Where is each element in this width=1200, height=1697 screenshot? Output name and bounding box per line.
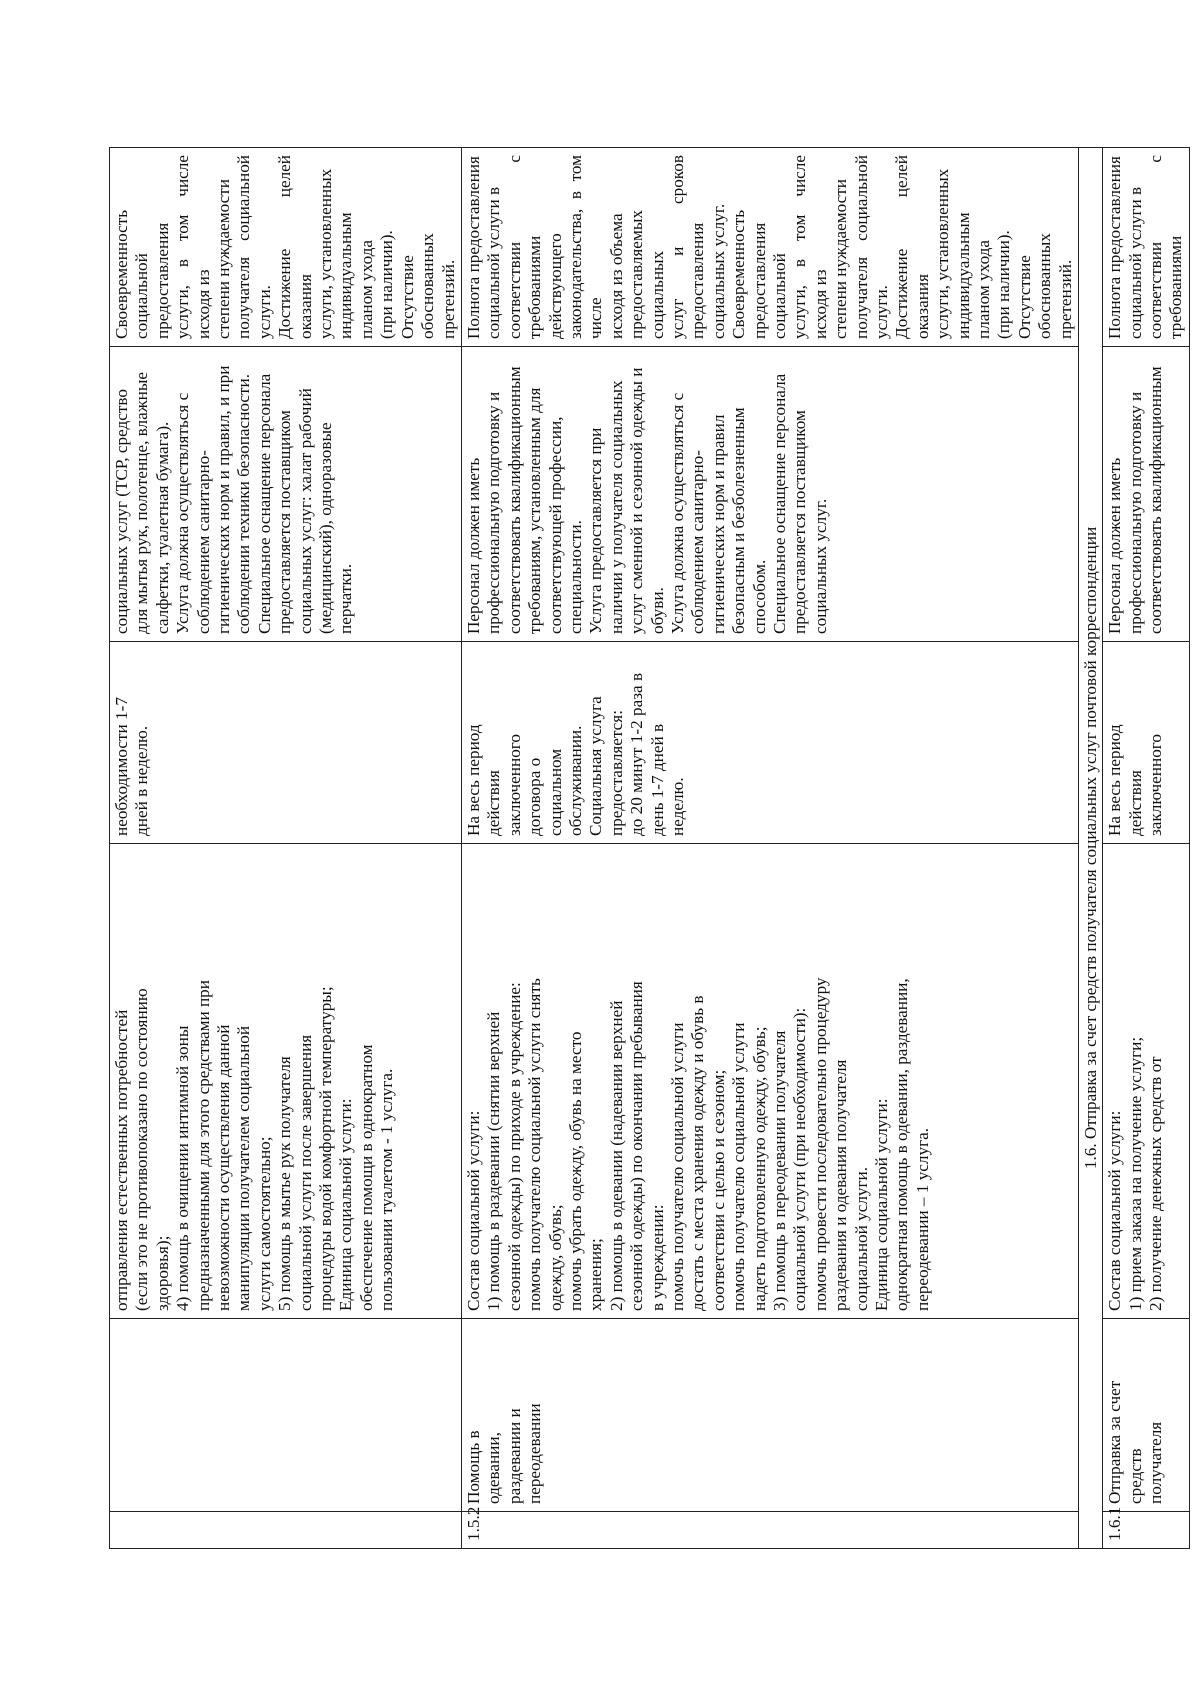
cell-line: получателя bbox=[1145, 1421, 1165, 1504]
cell-line: (при наличии). bbox=[994, 230, 1014, 339]
cell-line: помочь получателю социальной услуги снять bbox=[525, 978, 545, 1311]
cell-line: предназначенными для этого средствами при bbox=[193, 980, 213, 1311]
cell-line: социальных услуг: халат рабочий bbox=[295, 388, 315, 634]
cell-line: социальной услуги в bbox=[1125, 186, 1145, 339]
cell-line: профессиональную подготовку и bbox=[484, 391, 504, 634]
cell-line: На весь период bbox=[1105, 724, 1125, 836]
cell-line: до 20 минут 1-2 раза в bbox=[627, 672, 647, 836]
cell-line: Достижение целей оказания bbox=[275, 155, 315, 339]
cell-line: социальном bbox=[545, 748, 565, 836]
cell-line: получателя социальной услуги. bbox=[234, 155, 274, 339]
cell-line: законодательства, в том числе bbox=[565, 155, 606, 339]
cell-line: специальности. bbox=[565, 520, 585, 634]
cell-line: сезонной одежды) по приходе в учреждение: bbox=[504, 982, 524, 1311]
cell-line: требованиям, установленным для bbox=[525, 387, 545, 634]
cell-line: действия bbox=[484, 770, 504, 836]
cell-line: заключенного bbox=[1145, 733, 1165, 836]
cell-line: предоставления социальной bbox=[749, 222, 789, 339]
cell-line: помочь получателю социальной услуги bbox=[729, 1022, 749, 1311]
cell-line: однократная помощь в одевании, раздевании, bbox=[892, 978, 912, 1311]
cell-line: социальной услуги. bbox=[851, 1166, 871, 1311]
cell-line: необходимости 1-7 bbox=[112, 697, 131, 836]
cell-line: 1) прием заказа на получение услуги; bbox=[1125, 1036, 1145, 1311]
cell-service-name bbox=[461, 1319, 1078, 1512]
cell-number: 1.6.1 bbox=[1103, 1512, 1190, 1549]
cell-number: 1.5.2 bbox=[461, 1512, 1078, 1549]
cell-line: Состав социальной услуги: bbox=[463, 1110, 483, 1311]
cell-line: салфетки, туалетная бумага). bbox=[152, 421, 172, 634]
table-row-continuation bbox=[110, 148, 462, 1549]
cell-line: Единица социальной услуги: bbox=[336, 1098, 356, 1311]
cell-line: соответствии с целью и сезоном; bbox=[708, 1069, 728, 1311]
cell-conditions bbox=[110, 347, 462, 642]
cell-line: сезонной одежды) по окончании пребывания bbox=[627, 981, 647, 1311]
table-row-1-6-1 bbox=[1103, 148, 1190, 1549]
cell-line: индивидуальным планом ухода bbox=[953, 212, 994, 339]
cell-line: Отправка за счет bbox=[1105, 1380, 1125, 1504]
cell-line: одежду, обувь; bbox=[545, 1204, 565, 1311]
cell-line: обеспечение помощи в однократном bbox=[356, 1044, 376, 1311]
cell-period bbox=[461, 642, 1078, 844]
cell-line: 4) помощь в очищении интимной зоны bbox=[173, 1025, 193, 1311]
cell-line: социальных услуг. bbox=[708, 203, 728, 339]
cell-line: получателя социальной услуги. bbox=[851, 155, 892, 339]
cell-line: (при наличии). bbox=[377, 230, 397, 339]
cell-line: процедуры водой комфортной температуры; bbox=[316, 986, 336, 1311]
cell-line: Отсутствие обоснованных bbox=[1014, 233, 1055, 339]
cell-line: предоставляется поставщиком bbox=[790, 410, 810, 634]
cell-composition bbox=[461, 844, 1078, 1319]
cell-line: индивидуальным планом ухода bbox=[336, 212, 376, 339]
cell-line: заключенного bbox=[504, 733, 524, 836]
cell-line: обуви. bbox=[647, 587, 667, 634]
cell-line: средств bbox=[1125, 1448, 1145, 1504]
cell-line: Персонал должен иметь bbox=[463, 457, 483, 634]
cell-line: Услуга предоставляется при bbox=[586, 427, 606, 634]
section-heading-row bbox=[1079, 148, 1103, 1549]
cell-line: Своевременность bbox=[729, 209, 749, 339]
cell-line: пользовании туалетом - 1 услуга. bbox=[377, 1068, 397, 1311]
cell-line: хранения; bbox=[586, 1238, 606, 1311]
cell-line: предоставляемых социальных bbox=[627, 210, 667, 339]
cell-line: соответствующей профессии, bbox=[545, 416, 565, 634]
cell-line: исходя из объема bbox=[606, 213, 626, 339]
cell-line: услуги, в том числе исходя из bbox=[173, 155, 213, 339]
cell-line: Персонал должен иметь bbox=[1105, 457, 1125, 634]
cell-line: степени нуждаемости bbox=[214, 179, 234, 339]
cell-line: отправления естественных потребностей bbox=[112, 1009, 131, 1311]
cell-line: На весь период bbox=[463, 724, 483, 836]
cell-line: переодевании bbox=[525, 1403, 545, 1504]
cell-quality bbox=[461, 148, 1078, 347]
cell-line: способом. bbox=[749, 559, 769, 634]
cell-conditions bbox=[1103, 347, 1190, 642]
cell-line: перчатки. bbox=[336, 563, 356, 634]
cell-line: наличии у получателя социальных bbox=[606, 380, 626, 634]
cell-line: обслуживании. bbox=[565, 725, 585, 836]
cell-line: соответствии с требованиями bbox=[1145, 155, 1186, 339]
cell-line: социальных услуг (ТСР, средство bbox=[112, 389, 131, 634]
cell-line: достать с места хранения одежду и обувь в bbox=[688, 995, 708, 1311]
cell-line: предоставляется поставщиком bbox=[275, 410, 295, 634]
cell-line: неделю. bbox=[667, 777, 687, 836]
cell-line: предоставляется: bbox=[606, 710, 626, 836]
cell-line: соответствовать квалификационным bbox=[1145, 366, 1165, 634]
cell-line: услуг сменной и сезонной одежды и bbox=[627, 367, 647, 634]
services-table bbox=[109, 147, 1190, 1549]
cell-service-name bbox=[110, 1319, 462, 1512]
cell-period bbox=[1103, 642, 1190, 844]
cell-line: социальной услуги после завершения bbox=[295, 1034, 315, 1311]
cell-composition bbox=[110, 844, 462, 1319]
cell-line: Полнота предоставления bbox=[1105, 156, 1125, 339]
cell-line: гигиенических норм и правил, и при bbox=[214, 365, 234, 634]
cell-line: 2) получение денежных средств от bbox=[1145, 1056, 1165, 1311]
cell-line: здоровья); bbox=[152, 1235, 172, 1311]
cell-line: Достижение целей оказания bbox=[892, 155, 932, 339]
cell-line: день 1-7 дней в bbox=[647, 723, 667, 836]
cell-line: соблюдением санитарно- bbox=[193, 450, 213, 634]
section-heading: 1.6. Отправка за счет средств получателя социальных услуг почтовой корреспонденции bbox=[1079, 148, 1103, 1549]
cell-line: претензий. bbox=[438, 259, 458, 339]
cell-line: соблюдении техники безопасности. bbox=[234, 373, 254, 634]
cell-line: Единица социальной услуги: bbox=[872, 1098, 892, 1311]
cell-line: действия bbox=[1125, 770, 1145, 836]
cell-line: для мытья рук, полотенце, влажные bbox=[132, 371, 152, 634]
cell-line: надеть подготовленную одежду, обувь; bbox=[749, 1026, 769, 1311]
cell-line: действующего bbox=[545, 233, 565, 339]
cell-line: 3) помощь в переодевании получателя bbox=[770, 1030, 789, 1311]
cell-line: помочь убрать одежду, обувь на место bbox=[565, 1031, 585, 1311]
cell-line: Отсутствие обоснованных bbox=[397, 233, 438, 339]
cell-line: социальной услуги в bbox=[484, 186, 504, 339]
cell-conditions bbox=[461, 347, 1078, 642]
cell-composition bbox=[1103, 844, 1190, 1319]
cell-line: услуги, в том числе исходя из bbox=[790, 155, 830, 339]
cell-line: Помощь в bbox=[463, 1430, 483, 1504]
cell-line: манипуляции получателем социальной bbox=[234, 1025, 254, 1311]
cell-line: помочь получателю социальной услуги bbox=[667, 1022, 687, 1311]
cell-line: 1) помощь в раздевании (снятии верхней bbox=[484, 1011, 504, 1311]
cell-line: дней в неделю. bbox=[132, 725, 152, 836]
cell-line: помочь провести последовательно процедуру bbox=[810, 977, 830, 1311]
cell-line: услуг и сроков предоставления bbox=[667, 155, 708, 339]
cell-line: Услуга должна осуществляться с bbox=[667, 392, 687, 634]
cell-line: социальных услуг. bbox=[810, 498, 830, 634]
cell-line: социальной услуги (при необходимости): bbox=[790, 1007, 810, 1311]
cell-line: 5) помощь в мытье рук получателя bbox=[275, 1056, 295, 1311]
cell-line: Специальное оснащение персонала bbox=[254, 373, 274, 634]
cell-line: претензий. bbox=[1055, 259, 1075, 339]
cell-line: Полнота предоставления bbox=[463, 156, 483, 339]
cell-line: невозможности осуществления данной bbox=[214, 1024, 234, 1311]
cell-line: переодевании – 1 услуга. bbox=[912, 1127, 932, 1311]
cell-number bbox=[110, 1512, 462, 1549]
cell-line: профессиональную подготовку и bbox=[1125, 391, 1145, 634]
cell-service-name bbox=[1103, 1319, 1190, 1512]
cell-line: соответствовать квалификационным bbox=[504, 366, 524, 634]
cell-line: договора о bbox=[525, 757, 545, 836]
cell-line: Своевременность социальной bbox=[112, 209, 152, 339]
cell-line: раздевании и bbox=[504, 1408, 524, 1504]
cell-line: одевании, bbox=[484, 1432, 504, 1504]
cell-line: Социальная услуга bbox=[586, 696, 606, 836]
cell-line: раздевания и одевания получателя bbox=[831, 1059, 851, 1311]
cell-line: соблюдением санитарно- bbox=[688, 450, 708, 634]
cell-line: Специальное оснащение персонала bbox=[770, 373, 789, 634]
cell-line: 2) помощь в одевании (надевании верхней bbox=[606, 1000, 626, 1311]
cell-line: предоставления bbox=[152, 222, 172, 339]
cell-line: гигиенических норм и правил bbox=[708, 414, 728, 634]
cell-line: (медицинский), одноразовые bbox=[316, 422, 336, 634]
cell-line: степени нуждаемости bbox=[831, 179, 851, 339]
cell-line: безопасным и безболезненным bbox=[729, 407, 749, 634]
cell-line: соответствии с требованиями bbox=[504, 155, 545, 339]
cell-line: Состав социальной услуги: bbox=[1105, 1110, 1125, 1311]
cell-period bbox=[110, 642, 462, 844]
cell-line: услуги самостоятельно; bbox=[254, 1136, 274, 1311]
cell-line: в учреждении: bbox=[647, 1204, 667, 1311]
cell-quality bbox=[110, 148, 462, 347]
cell-line: Услуга должна осуществляться с bbox=[173, 392, 193, 634]
table-row-1-5-2 bbox=[461, 148, 1078, 1549]
cell-line: услуги, установленных bbox=[933, 168, 953, 339]
cell-line: услуги, установленных bbox=[316, 168, 336, 339]
cell-quality bbox=[1103, 148, 1190, 347]
cell-line: (если это не противопоказано по состоянию bbox=[132, 988, 152, 1311]
